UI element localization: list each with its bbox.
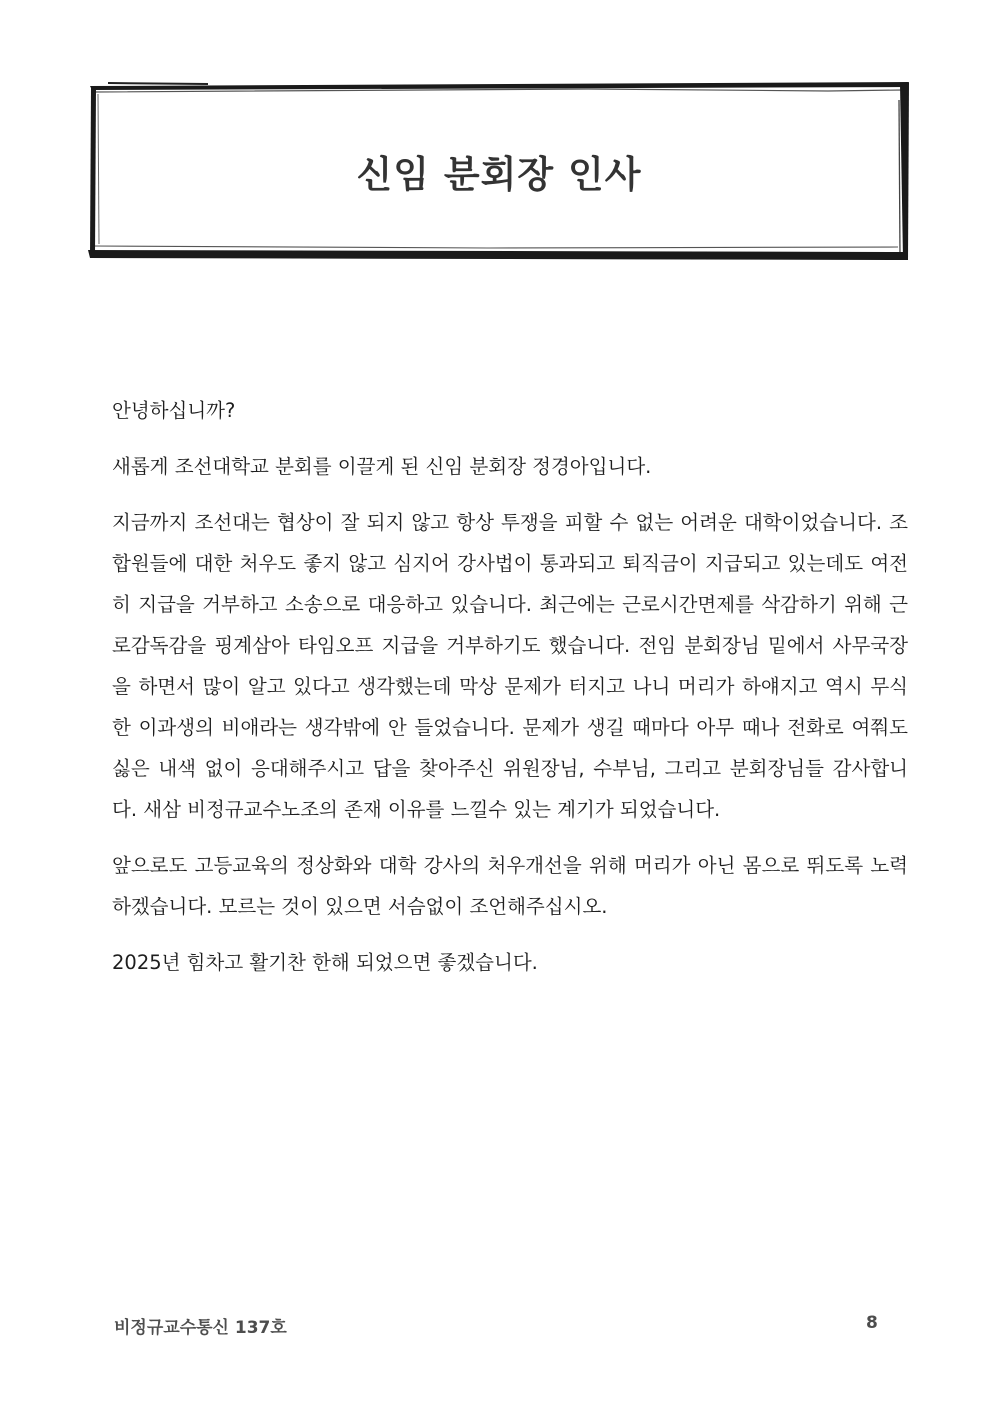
paragraph-closing: 2025년 힘차고 활기찬 한해 되었으면 좋겠습니다. bbox=[112, 951, 538, 974]
paragraph-greeting: 안녕하십니까? bbox=[112, 399, 236, 422]
article-body bbox=[112, 390, 908, 998]
title-box bbox=[88, 80, 910, 262]
page-title: 신임 분회장 인사 bbox=[356, 153, 642, 196]
page-number: 8 bbox=[866, 1313, 878, 1333]
publication-name: 비정규교수통신 137호 bbox=[114, 1318, 287, 1338]
paragraph-introduction: 새롭게 조선대학교 분회를 이끌게 된 신임 분회장 정경아입니다. bbox=[112, 455, 652, 478]
paragraph-resolution: 앞으로도 고등교육의 정상화와 대학 강사의 처우개선을 위해 머리가 아닌 몸으로 뛰도록 노력하겠습니다. 모르는 것이 있으면 서슴없이 조언해주십시오. bbox=[112, 854, 908, 918]
paragraph-situation: 지금까지 조선대는 협상이 잘 되지 않고 항상 투쟁을 피할 수 없는 어려운 대학이었습니다. 조합원들에 대한 처우도 좋지 않고 심지어 강사법이 통과되고 퇴직금이 지급되고 있는데도 여전히 지급을 거부하고 소송으로 대응하고 있습니다. 최근에는 근로시간면제를 삭감하기 위해 근로감독감을 핑계삼아 타임오프 지급을 거부하기도 했습니다. 전임 분회장님 밑에서 사무국장을 하면서 많이 알고 있다고 생각했는데 막상 문제가 터지고 나니 머리가 하얘지고 역시 무식한 이과생의 비애라는 생각밖에 안 들었습니다. 문제가 생길 때마다 아무 때나 전화로 여쭤도 싫은 내색 없이 응대해주시고 답을 찾아주신 위원장님, 수부님, 그리고 분회장님들 감사합니다. 새삼 비정규교수노조의 존재 이유를 느낄수 있는 계기가 되었습니다. bbox=[112, 511, 908, 821]
